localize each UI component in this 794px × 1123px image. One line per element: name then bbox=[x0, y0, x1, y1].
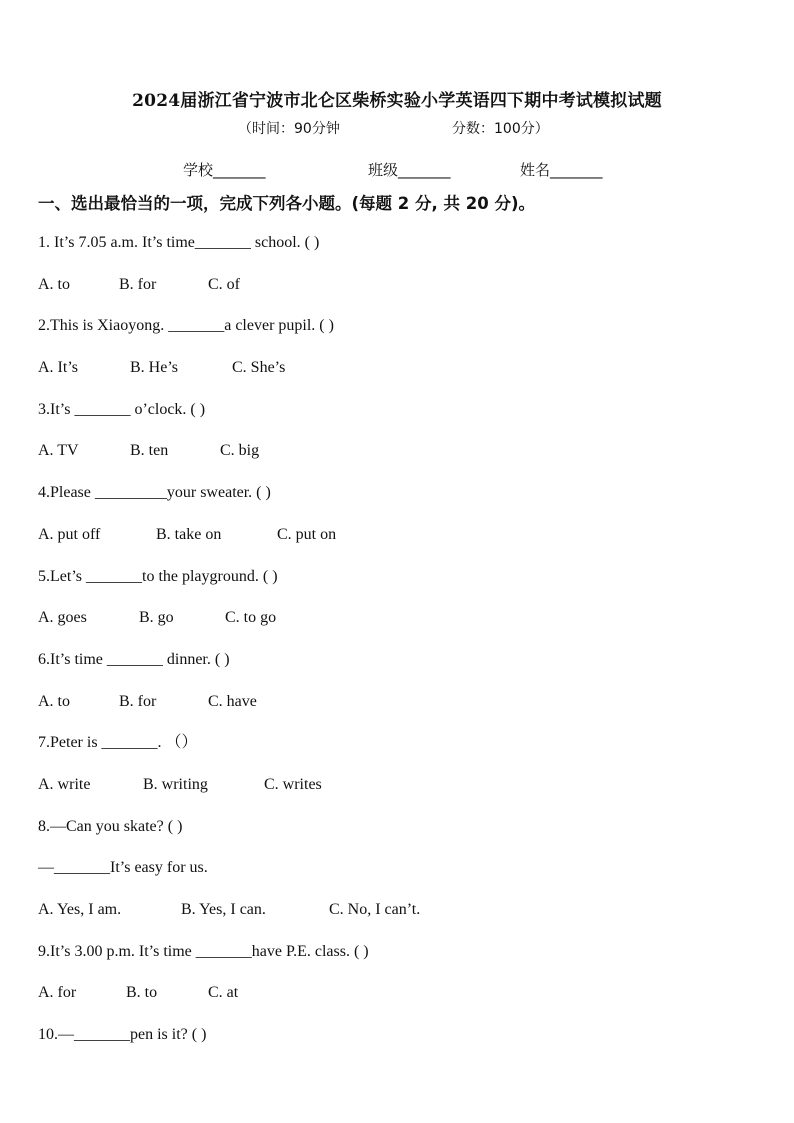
question-5-option-b: B. go bbox=[139, 609, 174, 627]
question-3-option-b: B. ten bbox=[130, 442, 169, 460]
question-5-option-a: A. goes bbox=[38, 609, 87, 627]
question-2-option-b: B. He’s bbox=[130, 359, 178, 377]
question-8-option-c: C. No, I can’t. bbox=[329, 901, 421, 918]
question-1-option-c: C. of bbox=[208, 275, 240, 293]
question-7-stem: 7.Peter is _______. （） bbox=[38, 734, 198, 752]
question-8-option-b: B. Yes, I can. bbox=[181, 901, 266, 918]
question-9-stem: 9.It’s 3.00 p.m. It’s time _______have P.E. class. ( ) bbox=[38, 942, 369, 960]
question-9-option-b: B. to bbox=[126, 984, 158, 1002]
question-3-option-a: A. TV bbox=[38, 442, 79, 460]
question-3-option-c: C. big bbox=[220, 442, 260, 460]
question-4-option-b: B. take on bbox=[156, 525, 222, 543]
question-1-option-b: B. for bbox=[119, 275, 157, 293]
question-6-option-b: B. for bbox=[119, 692, 157, 710]
question-8-reply: —_______It’s easy for us. bbox=[38, 859, 208, 877]
question-6-option-c: C. have bbox=[208, 692, 257, 710]
question-9-options bbox=[38, 981, 758, 1023]
question-list bbox=[38, 231, 758, 1065]
question-6-options bbox=[38, 690, 758, 732]
question-9-option-c: C. at bbox=[208, 984, 239, 1002]
question-5-options bbox=[38, 606, 758, 648]
question-1-stem: 1. It’s 7.05 a.m. It’s time_______ school. ( ) bbox=[38, 234, 320, 251]
question-7-option-a: A. write bbox=[38, 775, 91, 793]
name-field: 姓名_______ bbox=[520, 161, 603, 179]
question-4-option-a: A. put off bbox=[38, 525, 101, 543]
exam-title: 2024届浙江省宁波市北仑区柴桥实验小学英语四下期中考试模拟试题 bbox=[132, 91, 662, 111]
question-3-stem: 3.It’s _______ o’clock. ( ) bbox=[38, 400, 206, 418]
question-5-stem: 5.Let’s _______to the playground. ( ) bbox=[38, 567, 278, 585]
question-1-options bbox=[38, 273, 758, 315]
question-8-stem: 8.—Can you skate? ( ) bbox=[38, 817, 183, 835]
question-4-options bbox=[38, 523, 758, 565]
question-2-option-a: A. It’s bbox=[38, 359, 78, 377]
question-6-option-a: A. to bbox=[38, 692, 70, 710]
question-2-stem: 2.This is Xiaoyong. _______a clever pupil. ( ) bbox=[38, 317, 334, 335]
question-1-option-a: A. to bbox=[38, 275, 70, 293]
question-2-option-c: C. She’s bbox=[232, 359, 286, 377]
school-field: 学校_______ bbox=[183, 161, 266, 179]
question-10-stem: 10.—_______pen is it? ( ) bbox=[38, 1026, 207, 1044]
question-8-options bbox=[38, 898, 758, 940]
question-2-options bbox=[38, 356, 758, 398]
question-6-stem: 6.It’s time _______ dinner. ( ) bbox=[38, 650, 230, 668]
question-7-options bbox=[38, 773, 758, 815]
question-4-stem: 4.Please _________your sweater. ( ) bbox=[38, 484, 271, 502]
question-5-option-c: C. to go bbox=[225, 609, 277, 627]
question-9-option-a: A. for bbox=[38, 984, 77, 1002]
section-heading: 一、选出最恰当的一项，完成下列各小题。(每题 2 分, 共 20 分)。 bbox=[38, 194, 536, 213]
question-7-option-b: B. writing bbox=[143, 775, 208, 793]
question-7-option-c: C. writes bbox=[264, 775, 322, 793]
class-field: 班级_______ bbox=[368, 161, 451, 179]
question-8-option-a: A. Yes, I am. bbox=[38, 901, 122, 918]
question-3-options bbox=[38, 439, 758, 481]
exam-time: （时间：90分钟 bbox=[238, 121, 340, 137]
question-4-option-c: C. put on bbox=[277, 525, 337, 543]
exam-score: 分数：100分） bbox=[452, 121, 549, 137]
